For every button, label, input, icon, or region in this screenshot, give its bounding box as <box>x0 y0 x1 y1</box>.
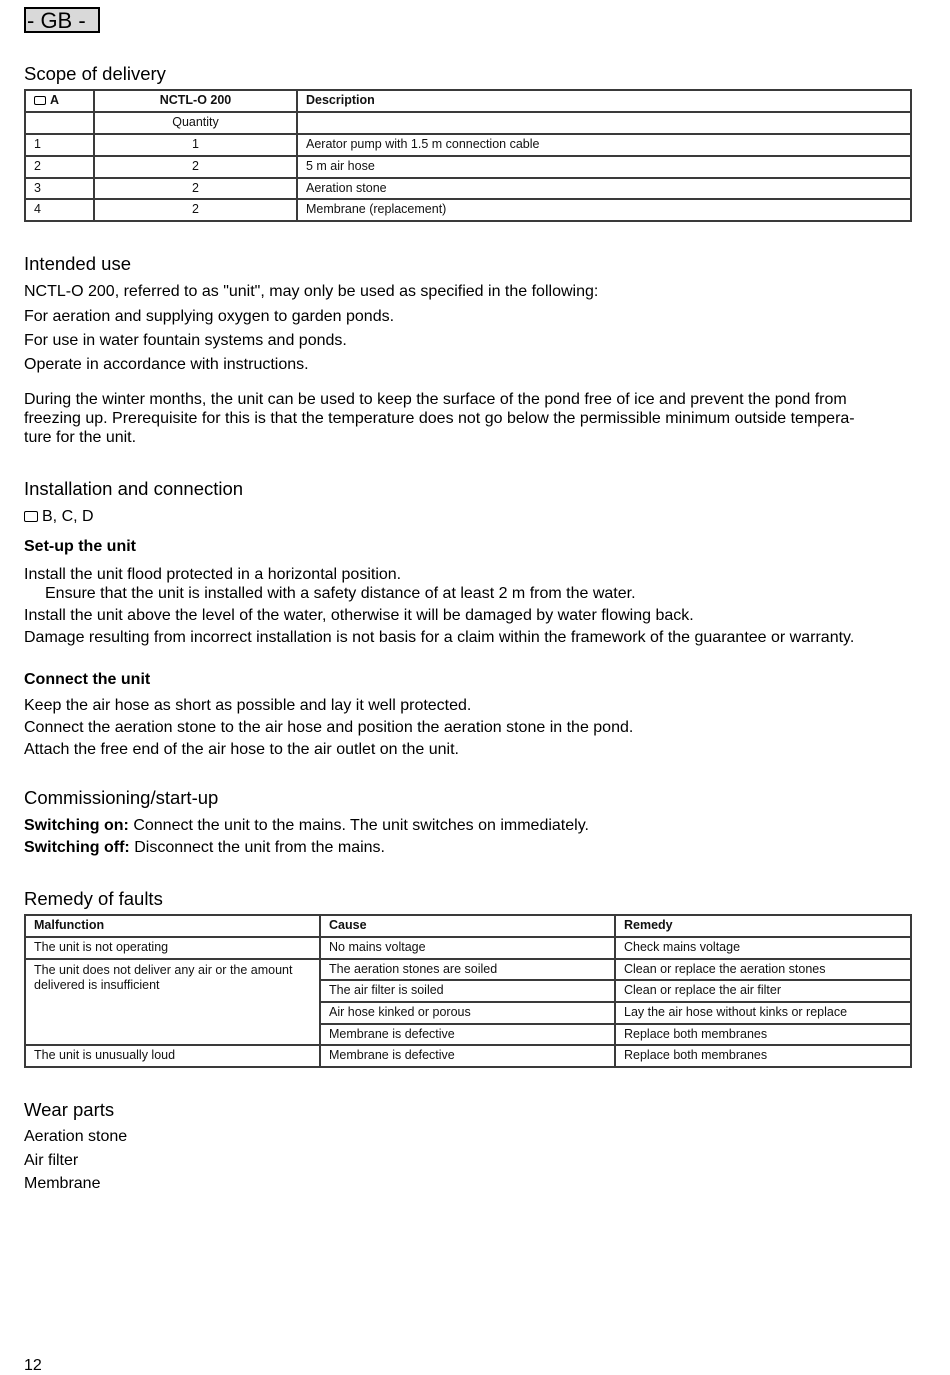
scope-row-number: 1 <box>25 134 94 156</box>
switching-on-text: Connect the unit to the mains. The unit switches on immediately. <box>128 817 589 834</box>
book-icon <box>24 511 38 522</box>
intended-use-title: Intended use <box>24 253 131 274</box>
cause-cell: The air filter is soiled <box>320 980 615 1002</box>
remedy-cell: Replace both membranes <box>615 1024 911 1045</box>
scope-header-description: Description <box>297 90 911 112</box>
malfunction-cell: The unit does not deliver any air or the amount delivered is insufficient <box>25 959 320 1045</box>
scope-header-model: NCTL-O 200 <box>94 90 297 112</box>
faults-header-cause: Cause <box>320 915 615 937</box>
cause-cell: Membrane is defective <box>320 1024 615 1045</box>
scope-row-quantity: 2 <box>94 156 297 178</box>
setup-line: Damage resulting from incorrect installation is not basis for a claim within the framework of the guarantee or warranty. <box>24 629 855 646</box>
scope-row-number: 2 <box>25 156 94 178</box>
remedy-cell: Lay the air hose without kinks or replace <box>615 1002 911 1024</box>
faults-header-malfunction: Malfunction <box>25 915 320 937</box>
scope-cell <box>25 112 94 134</box>
scope-row-number: 4 <box>25 199 94 221</box>
switching-on-line <box>24 816 589 835</box>
connect-line: Keep the air hose as short as possible and lay it well protected. <box>24 697 472 714</box>
connect-line: Attach the free end of the air hose to the air outlet on the unit. <box>24 741 459 758</box>
scope-title: Scope of delivery <box>24 63 166 84</box>
scope-row-description: Aeration stone <box>297 178 911 199</box>
intended-line: Operate in accordance with instructions. <box>24 356 309 373</box>
cause-cell: Air hose kinked or porous <box>320 1002 615 1024</box>
installation-title: Installation and connection <box>24 478 244 499</box>
intended-line: NCTL-O 200, referred to as "unit", may only be used as specified in the following: <box>24 283 599 300</box>
malfunction-cell: The unit is unusually loud <box>25 1045 320 1067</box>
scope-row-number: 3 <box>25 178 94 199</box>
switching-off-text: Disconnect the unit from the mains. <box>129 839 385 856</box>
cause-cell: The aeration stones are soiled <box>320 959 615 980</box>
remedy-cell: Clean or replace the aeration stones <box>615 959 911 980</box>
winter-line: During the winter months, the unit can be used to keep the surface of the pond free of ice and prevent the pond from <box>24 391 847 408</box>
scope-row-quantity: 2 <box>94 178 297 199</box>
page-number: 12 <box>24 1357 42 1374</box>
scope-row-quantity: 2 <box>94 199 297 221</box>
wear-part-item: Air filter <box>24 1152 79 1169</box>
switching-on-label: Switching on: <box>24 817 129 834</box>
malfunction-cell: The unit is not operating <box>25 937 320 959</box>
scope-quantity-label: Quantity <box>94 112 297 134</box>
connect-line: Connect the aeration stone to the air hose and position the aeration stone in the pond. <box>24 719 634 736</box>
wear-part-item: Aeration stone <box>24 1128 128 1145</box>
switching-off-label: Switching off: <box>24 839 130 856</box>
cause-cell: No mains voltage <box>320 937 615 959</box>
setup-title: Set-up the unit <box>24 538 136 555</box>
commissioning-title: Commissioning/start-up <box>24 787 219 808</box>
scope-cell <box>297 112 911 134</box>
intended-line: For aeration and supplying oxygen to garden ponds. <box>24 308 395 325</box>
setup-line: Install the unit above the level of the water, otherwise it will be damaged by water flowing back. <box>24 607 694 624</box>
scope-row-description: 5 m air hose <box>297 156 911 178</box>
intended-line: For use in water fountain systems and ponds. <box>24 332 347 349</box>
remedy-cell: Clean or replace the air filter <box>615 980 911 1002</box>
connect-title: Connect the unit <box>24 671 151 688</box>
faults-header-remedy: Remedy <box>615 915 911 937</box>
faults-title: Remedy of faults <box>24 888 163 909</box>
book-icon <box>34 96 46 105</box>
winter-line: ture for the unit. <box>24 429 137 446</box>
remedy-cell: Check mains voltage <box>615 937 911 959</box>
switching-off-line <box>24 838 385 857</box>
wear-parts-title: Wear parts <box>24 1099 115 1120</box>
setup-line: Install the unit flood protected in a horizontal position. <box>24 566 402 583</box>
scope-row-description: Membrane (replacement) <box>297 199 911 221</box>
figure-reference: B, C, D <box>24 507 94 526</box>
setup-line: Ensure that the unit is installed with a safety distance of at least 2 m from the water. <box>45 585 636 602</box>
scope-header-a: A <box>25 90 94 112</box>
wear-part-item: Membrane <box>24 1175 101 1192</box>
winter-line: freezing up. Prerequisite for this is that the temperature does not go below the permissible minimum outside tempera- <box>24 410 855 427</box>
cause-cell: Membrane is defective <box>320 1045 615 1067</box>
language-tab: - GB - <box>24 7 100 33</box>
scope-table <box>24 89 912 222</box>
scope-row-quantity: 1 <box>94 134 297 156</box>
remedy-cell: Replace both membranes <box>615 1045 911 1067</box>
scope-row-description: Aerator pump with 1.5 m connection cable <box>297 134 911 156</box>
faults-table <box>24 914 912 1068</box>
